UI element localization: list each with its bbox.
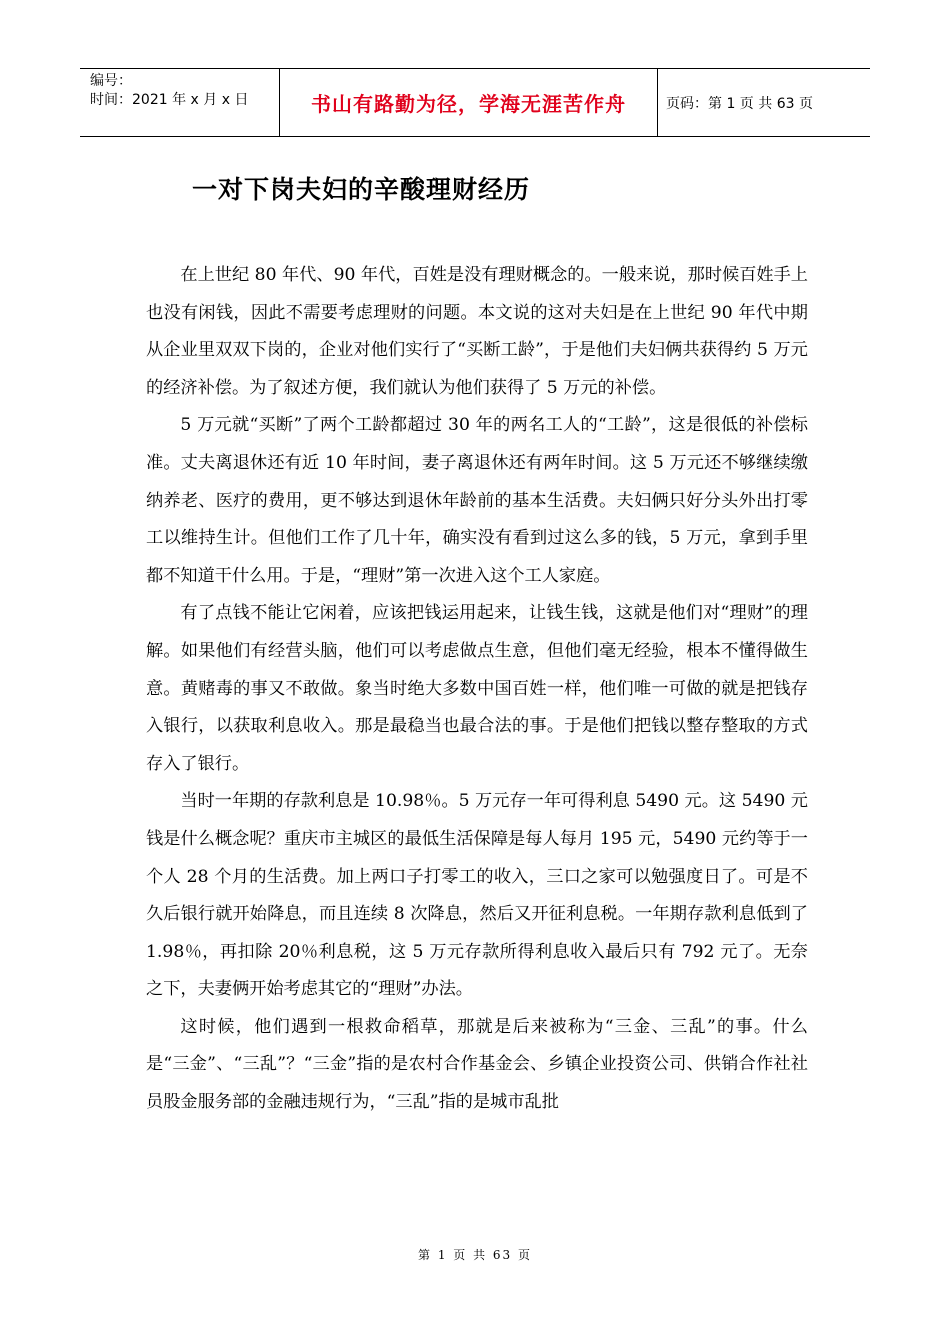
paragraph: 在上世纪 80 年代、90 年代，百姓是没有理财概念的。一般来说，那时候百姓手上也没有闲钱，因此不需要考虑理财的问题。本文说的这对夫妇是在上世纪 90 年代中期从企业里双双下岗的，企业对他们实行了“买断工龄”，于是他们夫妇俩共获得约 5 万元的经济补偿。为了叙述方便，我们就认为他们获得了 5 万元的补偿。: [146, 265, 808, 398]
page-info-text: 页码：第 1 页 共 63 页: [666, 95, 813, 112]
motto-text: 书山有路勤为径，学海无涯苦作舟: [311, 92, 626, 116]
header-motto-cell: [280, 69, 658, 136]
header-meta: [80, 69, 280, 136]
document-title: 一对下岗夫妇的辛酸理财经历: [192, 175, 531, 204]
code-label: 编号：: [90, 73, 132, 89]
document-header: [80, 68, 870, 137]
paragraph: 这时候，他们遇到一根救命稻草，那就是后来被称为“三金、三乱”的事。什么是“三金”、“三乱”？“三金”指的是农村合作基金会、乡镇企业投资公司、供销合作社社员股金服务部的金融违规行为，“三乱”指的是城市乱批: [146, 1016, 808, 1113]
paragraph: 5 万元就“买断”了两个工龄都超过 30 年的两名工人的“工龄”，这是很低的补偿标准。丈夫离退休还有近 10 年时间，妻子离退休还有两年时间。这 5 万元还不够继续缴纳养老、医疗的费用，更不够达到退休年龄前的基本生活费。夫妇俩只好分头外出打零工以维持生计。但他们工作了几十年，确实没有看到过这么多的钱，5 万元，拿到手里都不知道干什么用。于是，“理财”第一次进入这个工人家庭。: [146, 415, 808, 586]
paragraph: 有了点钱不能让它闲着，应该把钱运用起来，让钱生钱，这就是他们对“理财”的理解。如果他们有经营头脑，他们可以考虑做点生意，但他们毫无经验，根本不懂得做生意。黄赌毒的事又不敢做。象当时绝大多数中国百姓一样，他们唯一可做的就是把钱存入银行，以获取利息收入。那是最稳当也最合法的事。于是他们把钱以整存整取的方式存入了银行。: [146, 603, 808, 774]
time-label: 时间：2021 年 x 月 x 日: [90, 92, 249, 108]
document-body: [146, 257, 808, 1122]
paragraph: 当时一年期的存款利息是 10.98％。5 万元存一年可得利息 5490 元。这 5490 元钱是什么概念呢？重庆市主城区的最低生活保障是每人每月 195 元，5490 元约等于一个人 28 个月的生活费。加上两口子打零工的收入，三口之家可以勉强度日了。可是不久后银行就开始降息，而且连续 8 次降息，然后又开征利息税。一年期存款利息低到了 1.98％，再扣除 20％利息税，这 5 万元存款所得利息收入最后只有 792 元了。无奈之下，夫妻俩开始考虑其它的“理财”办法。: [146, 791, 808, 1000]
header-page-info: [658, 69, 870, 136]
page-footer: 第 1 页 共 63 页: [418, 1248, 532, 1262]
